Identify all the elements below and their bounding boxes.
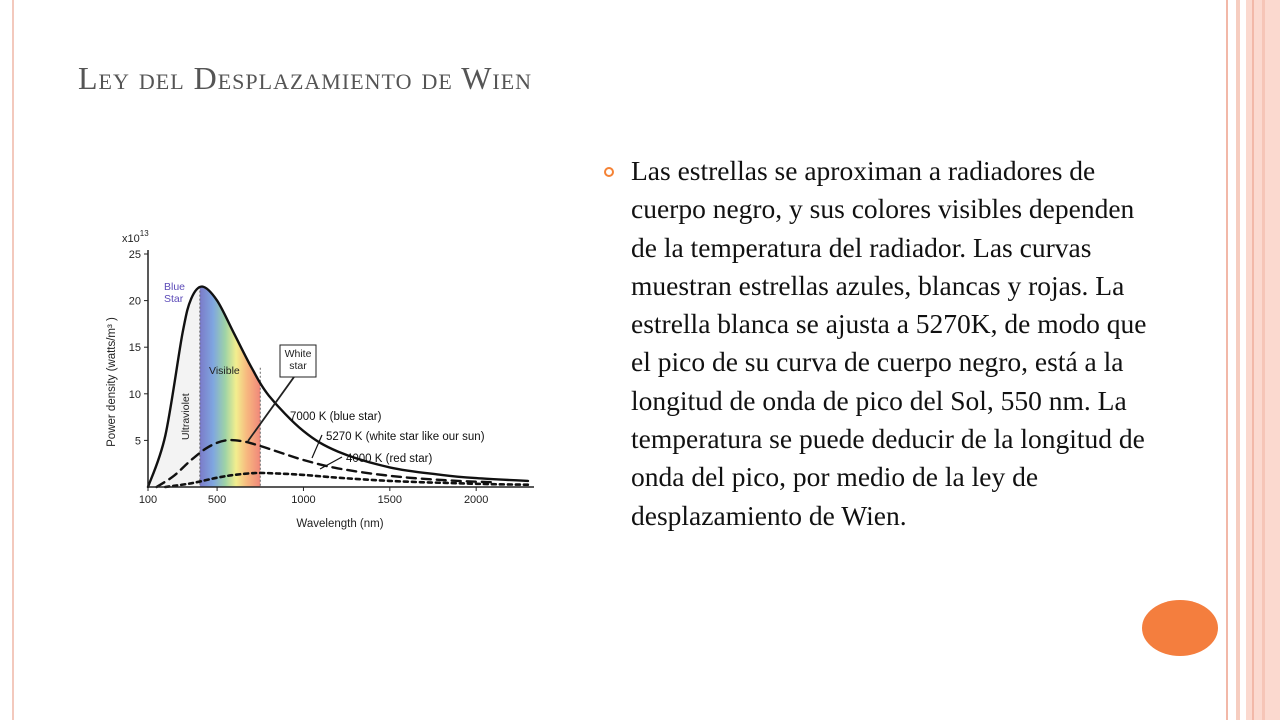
right-border-stripe xyxy=(1226,0,1228,720)
y-tick-label: 15 xyxy=(128,342,141,355)
slide-title: Ley del Desplazamiento de Wien xyxy=(78,60,533,96)
visible-label: Visible xyxy=(209,365,240,377)
y-multiplier: $x10^{13}$ xyxy=(122,229,149,245)
white-star-annotation: White star xyxy=(284,348,312,372)
x-axis-label: Wavelength (nm) xyxy=(296,518,384,530)
blackbody-chart xyxy=(100,222,580,532)
y-tick-label: 20 xyxy=(128,295,141,308)
chart-svg xyxy=(100,222,580,532)
left-border-line xyxy=(12,0,14,720)
bullet-text: Las estrellas se aproximan a radiadores de cuerpo negro, y sus colores visibles dependen de la temperatura del radiador. Las curvas muestran estrellas azules, blancas y rojas. La estrella blanca se ajusta a 5270K, de modo que el pico de su curva de cuerpo negro, está a la longitud de onda de pico del Sol, 550 nm. La temperatura se puede deducir de la longitud de onda del pico, por medio de la ley de desplazamiento de Wien. xyxy=(631,155,1147,531)
right-border-stripe xyxy=(1262,0,1265,720)
right-border-stripe xyxy=(1236,0,1240,720)
series-label-2: 5270 K (white star like our sun) xyxy=(326,431,485,443)
y-tick-label: 25 xyxy=(128,249,141,261)
series-labels xyxy=(290,411,485,469)
ultraviolet-label: Ultraviolet xyxy=(180,393,192,440)
x-tick-label: 2000 xyxy=(463,494,489,506)
x-tick-label: 1000 xyxy=(291,494,316,506)
x-tick-label: 1500 xyxy=(377,494,403,506)
bullet-icon xyxy=(604,167,614,177)
x-tick-label: 100 xyxy=(138,494,158,506)
right-border-stripe xyxy=(1252,0,1254,720)
series-label-1: 7000 K (blue star) xyxy=(290,411,382,423)
y-axis-label: Power density (watts/m³ ) xyxy=(106,317,118,447)
bullet-item xyxy=(604,152,1164,535)
x-tick-label: 500 xyxy=(207,494,227,506)
decorative-circle xyxy=(1142,600,1218,656)
series-pointer-3 xyxy=(320,457,342,469)
blue-star-annotation: Blue Star xyxy=(164,281,186,305)
series-label-3: 4000 K (red star) xyxy=(346,453,433,465)
y-tick-label: 5 xyxy=(134,435,141,448)
y-tick-label: 10 xyxy=(128,388,141,401)
